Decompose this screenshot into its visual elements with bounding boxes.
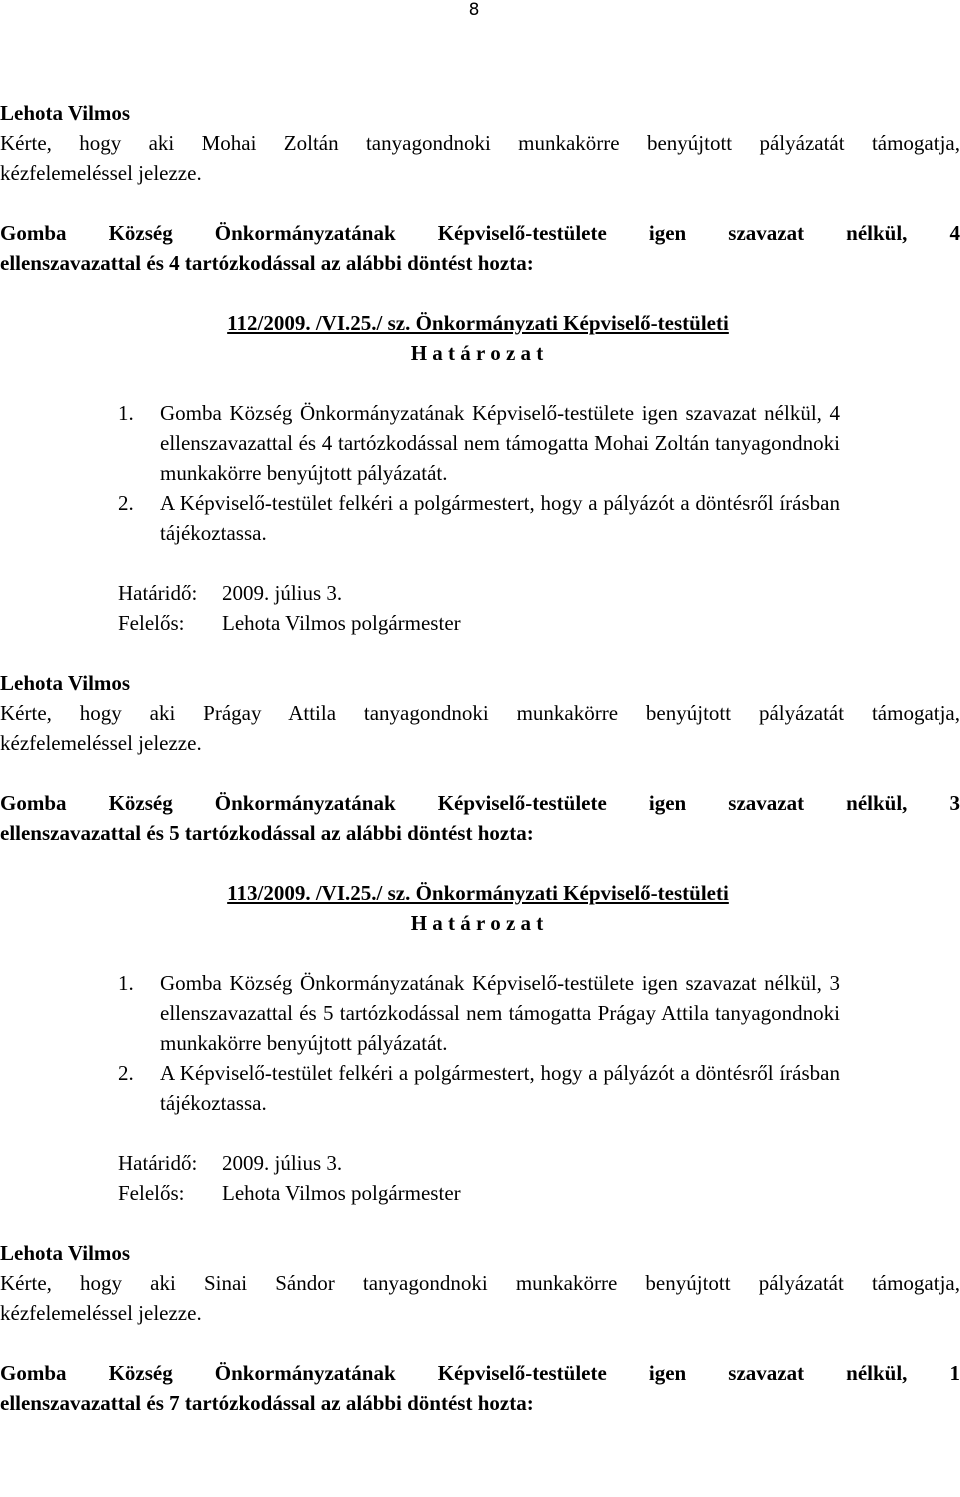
responsible-line	[118, 1178, 960, 1208]
request-line: kézfelemeléssel jelezze.	[0, 1301, 202, 1325]
resolution-heading: H a t á r o z a t	[410, 911, 544, 935]
vote-statement-line: ellenszavazattal és 7 tartózkodással az alábbi döntést hozta:	[0, 1391, 534, 1415]
speaker-name: Lehota Vilmos	[0, 1241, 131, 1265]
vote-statement-line: Gomba Község Önkormányzatának Képviselő-testülete igen szavazat nélkül, 1	[0, 1361, 960, 1385]
responsible-label: Felelős:	[118, 611, 185, 635]
deadline-label: Határidő:	[118, 1151, 198, 1175]
item-number: 1.	[118, 401, 134, 425]
responsible-line	[118, 608, 960, 638]
resolution-title: 113/2009. /VI.25./ sz. Önkormányzati Képviselő-testületi	[227, 881, 729, 905]
speaker-name: Lehota Vilmos	[0, 101, 131, 125]
deadline-line	[118, 578, 960, 608]
vote-statement-line: Gomba Község Önkormányzatának Képviselő-testülete igen szavazat nélkül, 3	[0, 791, 960, 815]
responsible-value: Lehota Vilmos polgármester	[222, 611, 461, 635]
item-number: 2.	[118, 1061, 134, 1085]
request-line: Kérte, hogy aki Sinai Sándor tanyagondnoki munkakörre benyújtott pályázatát támogatja,	[0, 1271, 960, 1295]
item-text: A Képviselő-testület felkéri a polgármestert, hogy a pályázót a döntésről írásban tájékoztassa.	[160, 1061, 840, 1115]
responsible-value: Lehota Vilmos polgármester	[222, 1181, 461, 1205]
deadline-value: 2009. július 3.	[222, 1151, 343, 1175]
item-number: 1.	[118, 971, 134, 995]
document-body	[0, 98, 960, 1418]
item-number: 2.	[118, 491, 134, 515]
item-text: Gomba Község Önkormányzatának Képviselő-testülete igen szavazat nélkül, 4 ellenszavazattal és 4 tartózkodással nem támogatta Mohai Zoltán tanyagondnoki munkakörre benyújtott pályázatát.	[160, 401, 840, 485]
responsible-label: Felelős:	[118, 1181, 185, 1205]
request-line: kézfelemeléssel jelezze.	[0, 161, 202, 185]
page-number: 8	[468, 0, 480, 20]
resolution-heading: H a t á r o z a t	[410, 341, 544, 365]
list-item	[118, 488, 840, 548]
resolution-items	[118, 968, 840, 1118]
request-line: kézfelemeléssel jelezze.	[0, 731, 202, 755]
deadline-value: 2009. július 3.	[222, 581, 343, 605]
list-item	[118, 398, 840, 488]
item-text: A Képviselő-testület felkéri a polgármestert, hogy a pályázót a döntésről írásban tájékoztassa.	[160, 491, 840, 545]
resolution-title: 112/2009. /VI.25./ sz. Önkormányzati Képviselő-testületi	[227, 311, 729, 335]
resolution-items	[118, 398, 840, 548]
request-line: Kérte, hogy aki Mohai Zoltán tanyagondnoki munkakörre benyújtott pályázatát támogatja,	[0, 131, 960, 155]
deadline-label: Határidő:	[118, 581, 198, 605]
speaker-name: Lehota Vilmos	[0, 671, 131, 695]
vote-statement-line: Gomba Község Önkormányzatának Képviselő-testülete igen szavazat nélkül, 4	[0, 221, 960, 245]
vote-statement-line: ellenszavazattal és 4 tartózkodással az alábbi döntést hozta:	[0, 251, 534, 275]
request-line: Kérte, hogy aki Prágay Attila tanyagondnoki munkakörre benyújtott pályázatát támogatja,	[0, 701, 960, 725]
list-item	[118, 1058, 840, 1118]
list-item	[118, 968, 840, 1058]
item-text: Gomba Község Önkormányzatának Képviselő-testülete igen szavazat nélkül, 3 ellenszavazattal és 5 tartózkodással nem támogatta Prágay Attila tanyagondnoki munkakörre benyújtott pályázatát.	[160, 971, 840, 1055]
deadline-line	[118, 1148, 960, 1178]
vote-statement-line: ellenszavazattal és 5 tartózkodással az alábbi döntést hozta:	[0, 821, 534, 845]
